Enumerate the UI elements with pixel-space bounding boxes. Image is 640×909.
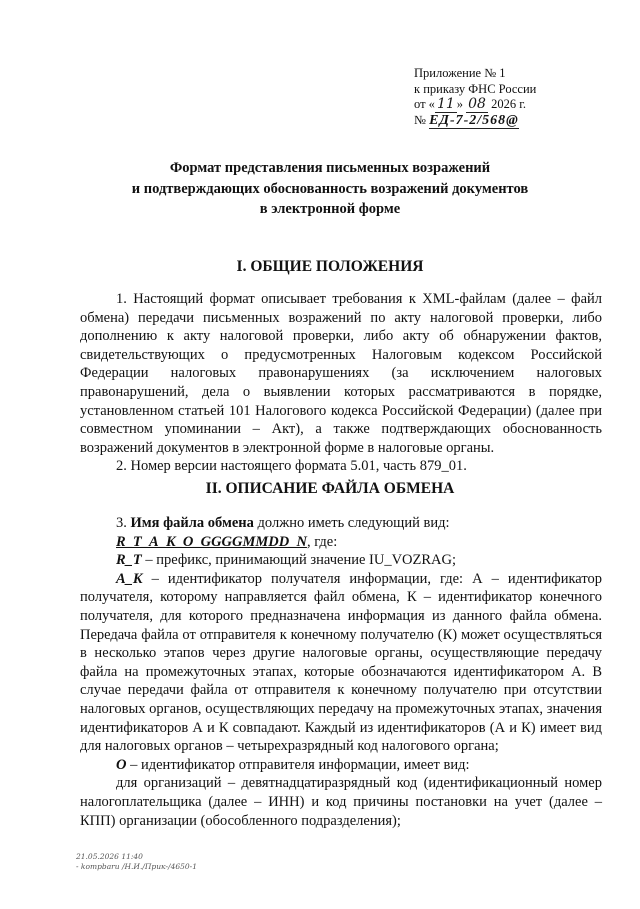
section-1-body (80, 290, 602, 476)
appendix-header (414, 66, 536, 128)
paragraph-2: 2. Номер версии настоящего формата 5.01, часть 879_01. (116, 458, 467, 475)
file-name-pattern: R_T_A_K_O_GGGGMMDD_N, где: (116, 533, 338, 550)
paragraph-3: 3. Имя файла обмена должно иметь следующий вид: (116, 515, 450, 531)
definition-o: O – идентификатор отправителя информации, имеет вид: (116, 756, 470, 773)
definition-rt: R_T – префикс, принимающий значение IU_VOZRAG; (116, 552, 457, 569)
order-number: ЕД-7-2/568@ (429, 112, 519, 128)
appendix-line-2: к приказу ФНС России (414, 81, 537, 96)
section-1-heading: I. ОБЩИЕ ПОЛОЖЕНИЯ (236, 258, 424, 275)
paragraph-1: 1. Настоящий формат описывает требования к XML-файлам (далее – файл обмена) передачи письменных возражений по акту налоговой проверки, либо дополнению к акту налоговой проверки, либо акту об обнаружении фактов, свидетельствующих о предусмотренных Налоговым кодексом Российской Федерации налоговых правонарушениях (за исключением налоговых правонарушений, дела о выявлении которых рассматриваются в порядке, установленном статьей 101 Налогового кодекса Российской Федерации) (далее при совместном упоминании – Акт), а также подтверждающих обоснованность возражений документов в электронной форме в налоговые органы. (80, 291, 602, 456)
section-2-heading: II. ОПИСАНИЕ ФАЙЛА ОБМЕНА (205, 480, 455, 497)
handwritten-month: 08 (468, 96, 486, 112)
appendix-number: № ЕД-7-2/568@ (414, 112, 519, 128)
definition-organizations: для организаций – девятнадцатиразрядный код (идентификационный номер налогоплательщика (далее – ИНН) и код причины постановки на учет (далее – КПП) организации (обособленного подразделения); (80, 775, 602, 829)
document-title: Формат представления письменных возражений и подтверждающих обоснованность возражений документов в электронной форме (131, 160, 529, 217)
section-2-body (80, 514, 602, 830)
definition-ak: A_K – идентификатор получателя информации, где: А – идентификатор получателя, которому направляется файл обмена, К – идентификатор конечного получателя, для которого предназначена информация из данного файла обмена. Передача файла от отправителя к конечному получателю (К) может осуществляться в несколько этапов через другие налоговые органы, осуществляющие передачу файла на промежуточных этапах, которые обозначаются идентификатором А. В случае передачи файла от отправителя к конечному получателю при отсутствии налоговых органов, осуществляющих передачу на промежуточных этапах, значения идентификаторов А и К совпадают. Каждый из идентификаторов (А и К) имеет вид для налоговых органов – четырехразрядный код налогового органа; (80, 570, 602, 755)
handwritten-day: 11 (436, 96, 455, 112)
footer-stamp: 21.05.2026 11:40 - kompbaru /Н.И./Прик-/4650-1 (76, 852, 197, 871)
appendix-line-1: Приложение № 1 (414, 66, 506, 80)
appendix-date: от « 11 » 08 2026 г. (414, 96, 527, 112)
